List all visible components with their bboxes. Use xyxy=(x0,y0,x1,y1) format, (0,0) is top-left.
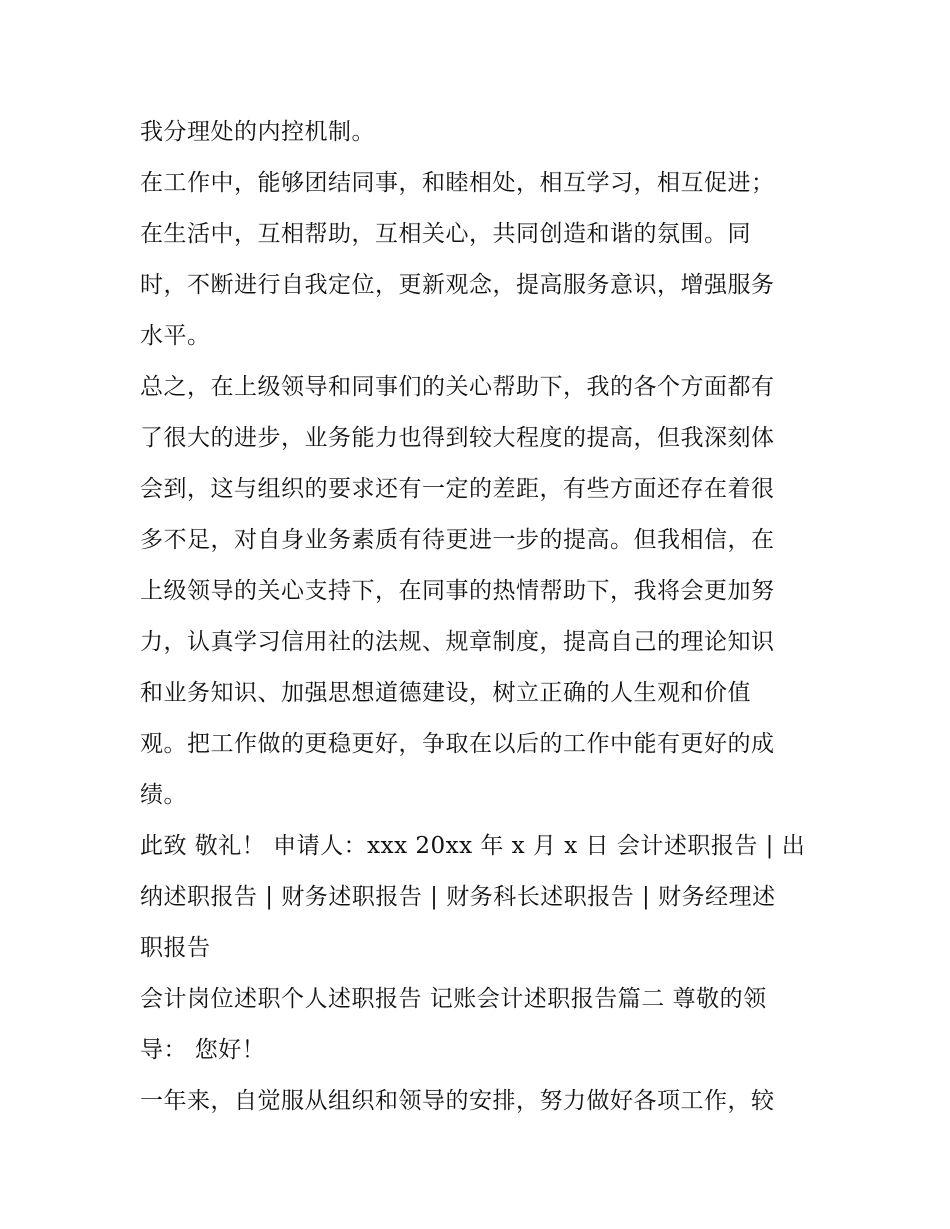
text-line: 会到，这与组织的要求还有一定的差距，有些方面还存在着很 xyxy=(140,476,775,502)
text-line: 力，认真学习信用社的法规、规章制度，提高自己的理论知识 xyxy=(140,629,775,655)
text-line: 观。把工作做的更稳更好，争取在以后的工作中能有更好的成 xyxy=(140,731,775,757)
text-line: 纳述职报告 | 财务述职报告 | 财务科长述职报告 | 财务经理述 xyxy=(140,884,776,910)
text-line: 水平。 xyxy=(140,323,211,349)
text-line: 在工作中，能够团结同事，和睦相处，相互学习，相互促进； xyxy=(140,170,775,196)
text-line: 在生活中，互相帮助，互相关心，共同创造和谐的氛围。同 xyxy=(140,221,751,247)
text-line: 时，不断进行自我定位，更新观念，提高服务意识，增强服务 xyxy=(140,272,775,298)
text-line: 职报告 xyxy=(140,935,211,961)
text-line: 会计岗位述职个人述职报告 记账会计述职报告篇二 尊敬的领 xyxy=(140,986,767,1012)
text-line: 一年来，自觉服从组织和领导的安排，努力做好各项工作，较 xyxy=(140,1088,775,1114)
text-line: 绩。 xyxy=(140,782,187,808)
text-line: 总之，在上级领导和同事们的关心帮助下，我的各个方面都有 xyxy=(140,374,775,400)
text-line: 和业务知识、加强思想道德建设，树立正确的人生观和价值 xyxy=(140,680,751,706)
text-line: 多不足，对自身业务素质有待更进一步的提高。但我相信，在 xyxy=(140,527,775,553)
text-line: 了很大的进步，业务能力也得到较大程度的提高，但我深刻体 xyxy=(140,425,775,451)
document-body xyxy=(140,107,812,1127)
text-line: 上级领导的关心支持下，在同事的热情帮助下，我将会更加努 xyxy=(140,578,775,604)
text-line: 导： 您好！ xyxy=(140,1037,266,1063)
text-line: 我分理处的内控机制。 xyxy=(140,119,375,145)
text-line: 此致 敬礼！ 申请人：xxx 20xx 年 x 月 x 日 会计述职报告 | 出 xyxy=(140,833,806,859)
